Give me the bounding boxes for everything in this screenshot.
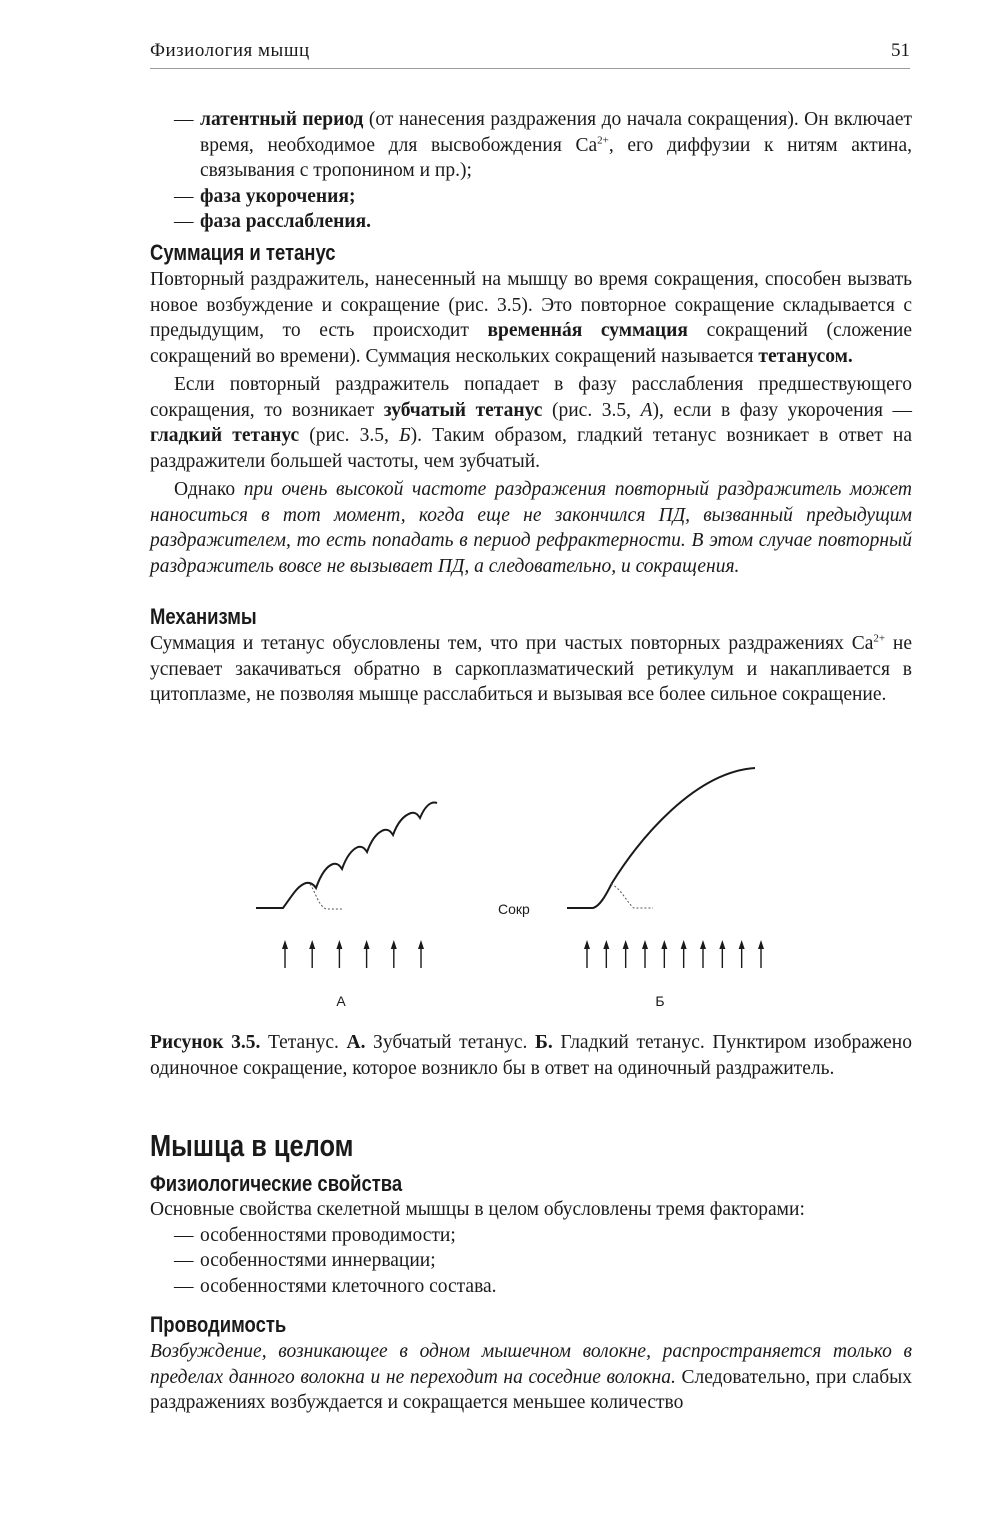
list-item-latent-period: — латентный период (от нанесения раздражения до начала сокращения). Он включает время, необходимое для высвобождения $Ca^{2+}$, его диффузии к нитям актина, связывания с тропонином и пр.); xyxy=(174,109,913,181)
stimulus-arrow xyxy=(700,940,706,968)
curve-smooth-tetanus xyxy=(567,768,755,908)
stimulus-arrow xyxy=(603,940,609,968)
list-item-shortening-phase: — фаза укорочения; xyxy=(174,185,356,207)
section-summation xyxy=(150,240,912,579)
figure-label-b: Б xyxy=(655,993,665,1009)
stimulus-arrow xyxy=(661,940,667,968)
heading-summation: Суммация и тетанус xyxy=(150,240,336,265)
curve-single-twitch-b xyxy=(611,884,653,908)
stimulus-arrow xyxy=(364,940,370,968)
stimulus-arrow xyxy=(282,940,288,968)
curve-single-twitch-a xyxy=(310,884,342,909)
figure-caption xyxy=(150,1030,912,1081)
stimulus-arrow xyxy=(418,940,424,968)
paragraph-summation-3: Однако при очень высокой частоте раздражения повторный раздражитель может наноситься в тот момент, когда еще не закончился ПД, вызванный предыдущим раздражителем, то есть попадать в период рефрактерности. В этом случае повторный раздражитель вовсе не вызывает ПД, а следовательно, и сокращения. xyxy=(150,479,913,577)
paragraph-summation-2: Если повторный раздражитель попадает в фазу расслабления предшествующего сокращения, то возникает зубчатый тетанус (рис. 3.5, А), если в фазу укорочения — гладкий тетанус (рис. 3.5, Б). Таким образом, гладкий тетанус возникает в ответ на раздражители большей частоты, чем зубчатый. xyxy=(150,374,913,472)
paragraph-conduction: Возбуждение, возникающее в одном мышечном волокне, распространяется только в пределах данного волокна и не переходит на соседние волокна. Следовательно, при слабых раздражениях возбуждается и сокращается меньшее количество xyxy=(150,1341,912,1413)
list-item-conduction: — особенностями проводимости; xyxy=(174,1224,456,1246)
heading-muscle-whole: Мышца в целом xyxy=(150,1128,354,1163)
list-item-cell-composition: — особенностями клеточного состава. xyxy=(174,1275,497,1297)
stimulus-arrow xyxy=(719,940,725,968)
figure-label-contraction: Сокр xyxy=(498,901,530,917)
stimulus-arrow xyxy=(681,940,687,968)
stimulus-arrow xyxy=(623,940,629,968)
stimulus-arrow xyxy=(758,940,764,968)
paragraph-summation-1: Повторный раздражитель, нанесенный на мышцу во время сокращения, способен вызвать новое возбуждение и сокращение (рис. 3.5). Это повторное сокращение складывается с предыдущим, то есть происходит временнáя суммация сокращений (сложение сокращений во времени). Суммация нескольких сокращений называется тетанусом. xyxy=(150,269,912,367)
list-item-innervation: — особенностями иннервации; xyxy=(174,1250,436,1271)
page-number: 51 xyxy=(891,40,910,61)
stimulus-arrow xyxy=(336,940,342,968)
list-item-relaxation-phase: — фаза расслабления. xyxy=(174,211,372,232)
section-conduction xyxy=(150,1312,912,1416)
stimulus-arrow xyxy=(739,940,745,968)
heading-physiological-properties: Физиологические свойства xyxy=(150,1171,403,1196)
term-latent-period: латентный период xyxy=(200,109,364,130)
running-header-title: Физиология мышц xyxy=(150,40,310,61)
paragraph-properties: Основные свойства скелетной мышцы в целом обусловлены тремя факторами: xyxy=(150,1199,805,1220)
paragraph-mechanisms: Суммация и тетанус обусловлены тем, что при частых повторных раздражениях $Ca^{2+}$ не успевает закачиваться обратно в саркоплазматический ретикулум и накапливается в цитоплазме, не позволяя мышце расслабиться и вызывая все более сильное сокращение. xyxy=(150,632,912,705)
stimulus-arrow xyxy=(642,940,648,968)
section-muscle-whole xyxy=(150,1128,912,1299)
phases-list xyxy=(150,107,912,235)
figure-label-a: А xyxy=(336,993,346,1009)
section-mechanisms xyxy=(150,604,912,708)
stimulus-arrows-b xyxy=(584,940,764,968)
heading-mechanisms: Механизмы xyxy=(150,604,257,629)
stimulus-arrow xyxy=(584,940,590,968)
heading-conduction: Проводимость xyxy=(150,1312,287,1337)
figure-caption-text: Рисунок 3.5. Тетанус. А. Зубчатый тетанус. Б. Гладкий тетанус. Пунктиром изображено одиночное сокращение, которое возникло бы в ответ на одиночный раздражитель. xyxy=(150,1032,912,1079)
stimulus-arrow xyxy=(391,940,397,968)
curve-serrated-tetanus xyxy=(256,803,437,908)
stimulus-arrow xyxy=(309,940,315,968)
stimulus-arrows-a xyxy=(282,940,424,968)
running-header xyxy=(150,40,910,69)
